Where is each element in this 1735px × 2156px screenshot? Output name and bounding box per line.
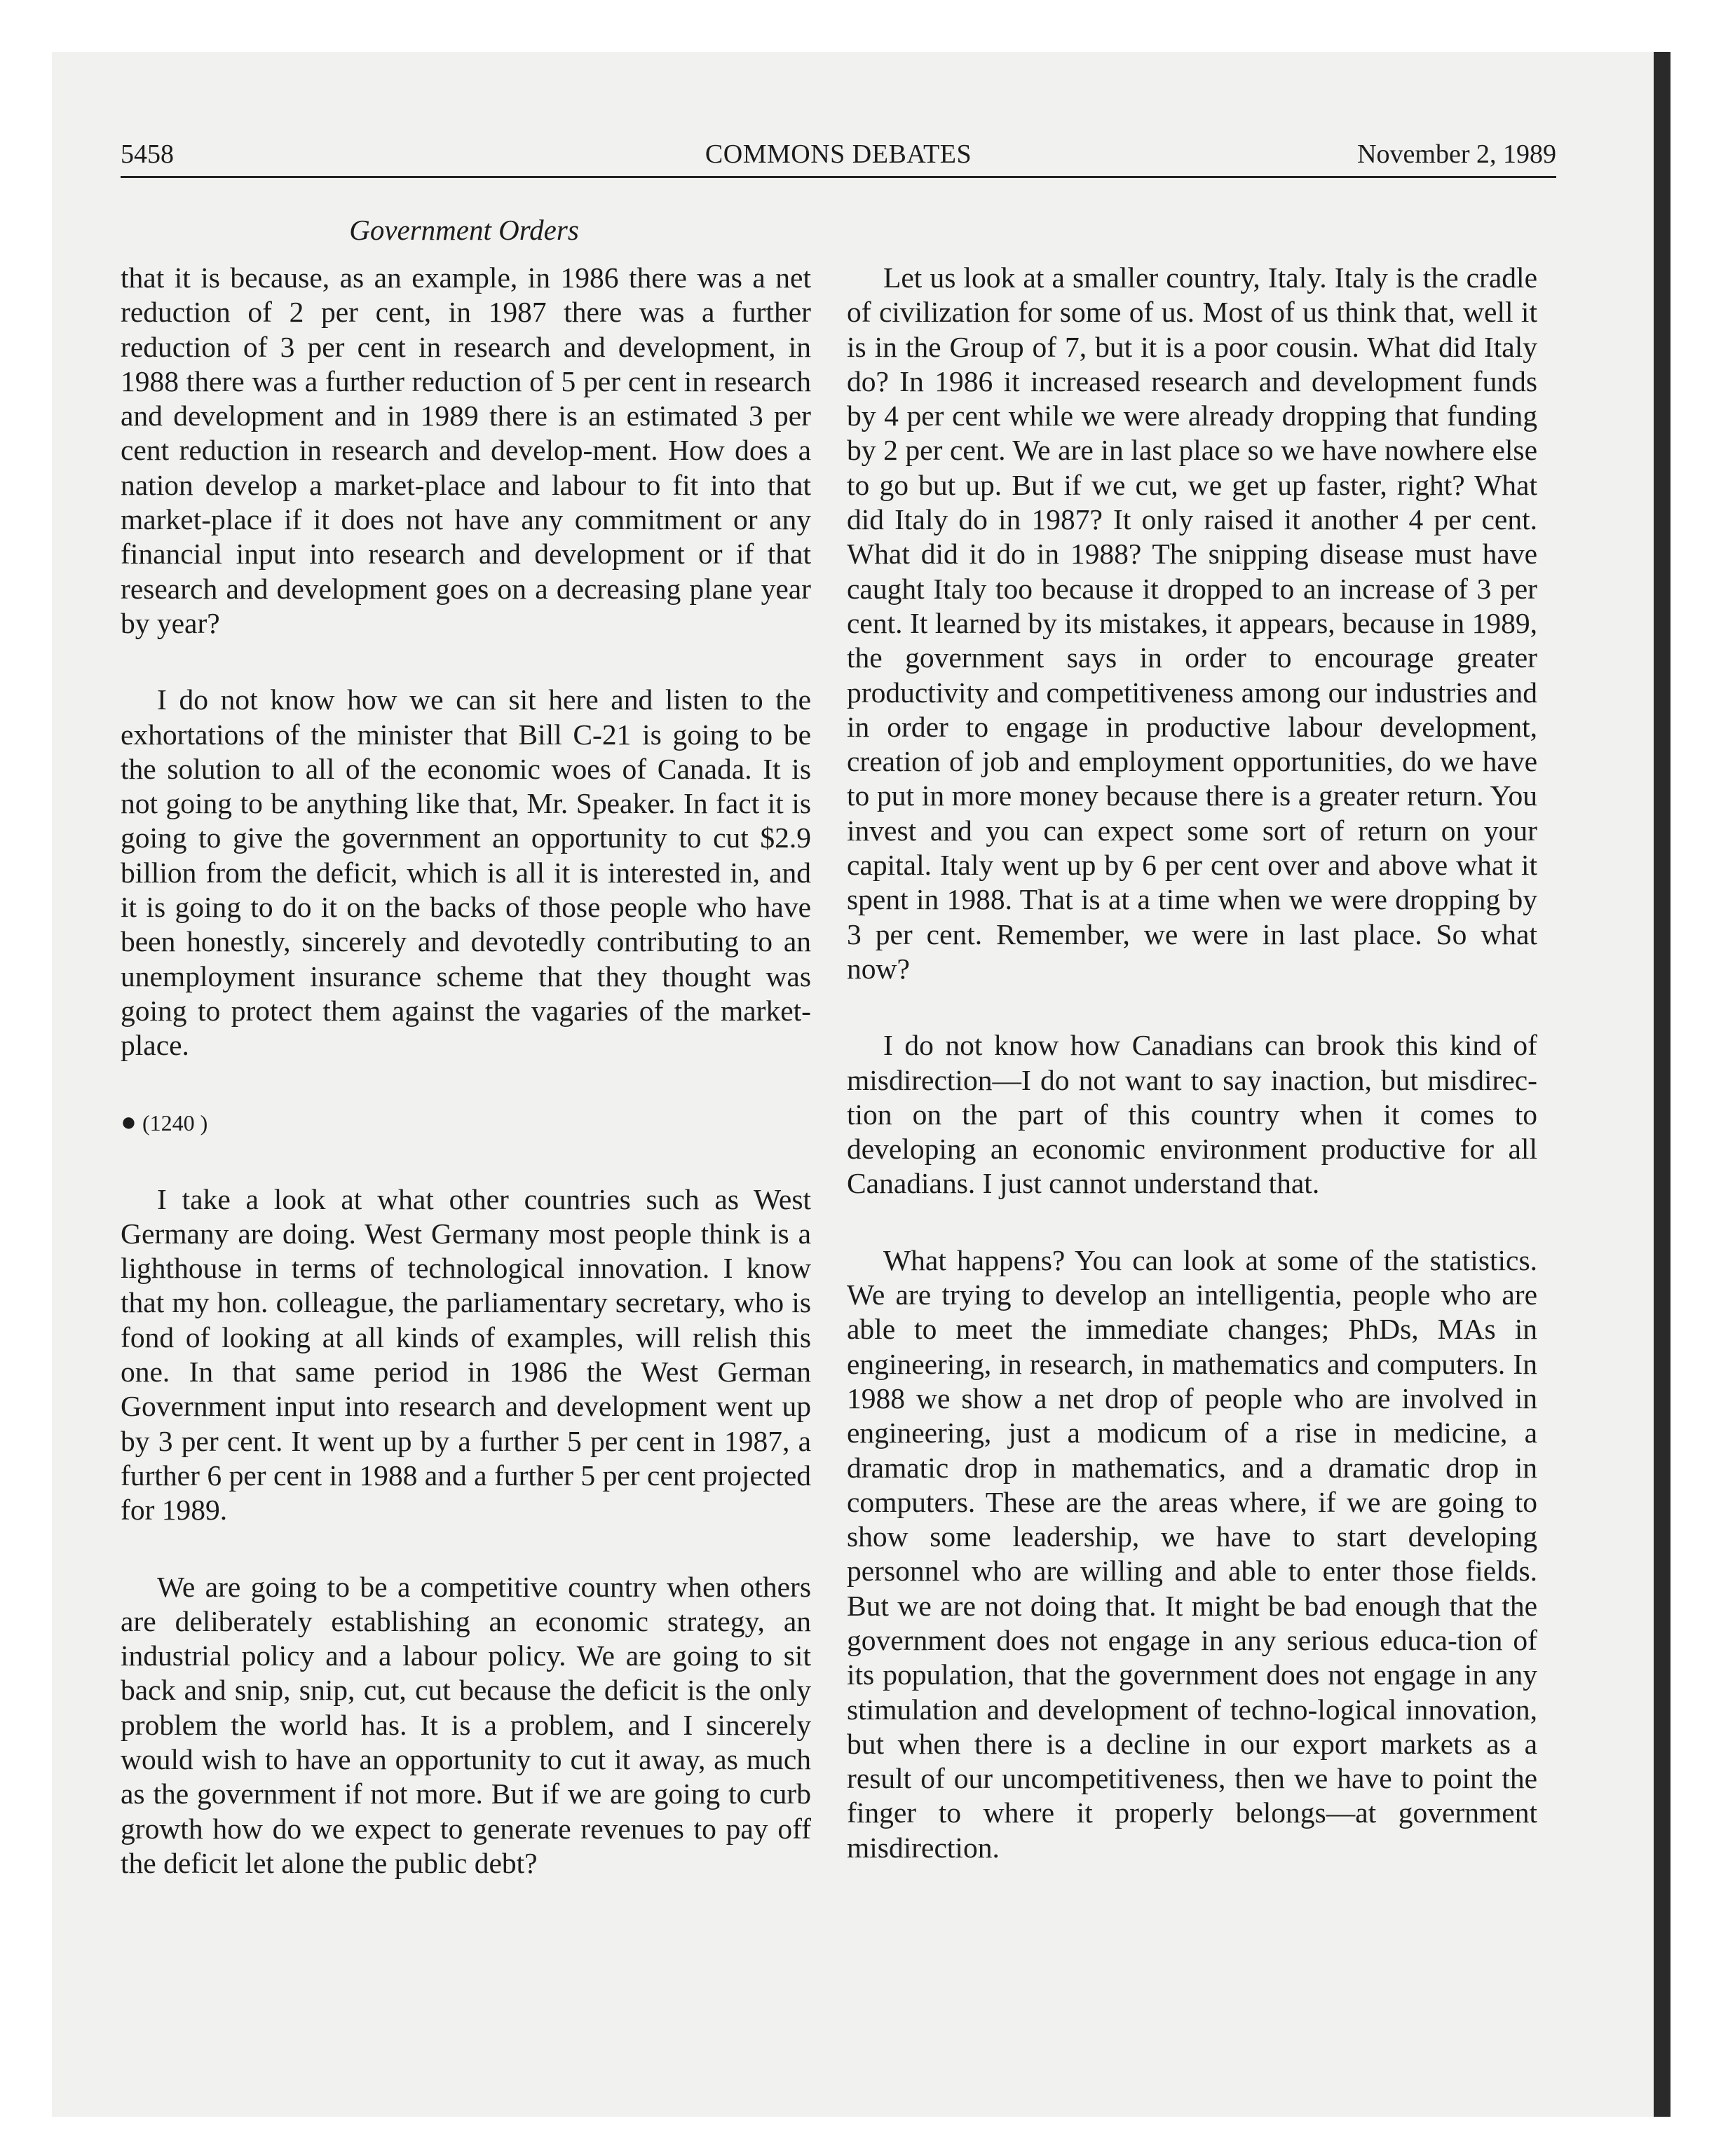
page-header	[121, 135, 1556, 174]
time-marker-text: (1240 )	[142, 1110, 208, 1135]
paragraph: that it is because, as an example, in 1986 there was a net reduction of 2 per cent, in 1987 there was a further reduction of 3 per cent in research and development, in 1988 there was a further reduction of 5 per cent in research and development and in 1989 there is an estimated 3 per cent reduction in research and develop-ment. How does a nation develop a market-place and labour to fit into that market-place if it does not have any commitment or any financial input into research and development or if that research and development goes on a decreasing plane year by year?	[121, 261, 811, 639]
bullet-icon: ●	[121, 1107, 137, 1137]
paragraph: What happens? You can look at some of the statistics. We are trying to develop an intelligentia, people who are able to meet the immediate changes; PhDs, MAs in engineering, in research, in mathematics and computers. In 1988 we show a net drop of people who are involved in engineering, just a modicum of a rise in medicine, a dramatic drop in mathematics, and a dramatic drop in computers. These are the areas where, if we are going to show some leadership, we have to start developing personnel who are willing and able to enter those fields. But we are not doing that. It might be bad enough that the government does not engage in any serious educa-tion of its population, that the government does not engage in any stimulation and development of techno-logical innovation, but when there is a decline in our export markets as a result of our uncompetitiveness, then we have to point the finger to where it properly belongs—at government misdirection.	[847, 1243, 1537, 1864]
paragraph: We are going to be a competitive country when others are deliberately establishing an economic strategy, an industrial policy and a labour policy. We are going to sit back and snip, snip, cut, cut because the deficit is the only problem the world has. It is a problem, and I sincerely would wish to have an opportunity to cut it away, as much as the government if not more. But if we are going to curb growth how do we expect to generate revenues to pay off the deficit let alone the public debt?	[121, 1570, 811, 1879]
publication-date: November 2, 1989	[1357, 139, 1556, 169]
publication-title: COMMONS DEBATES	[705, 139, 972, 169]
paragraph: Let us look at a smaller country, Italy. Italy is the cradle of civilization for some of us. Most of us think that, well it is in the Group of 7, but it is a poor cousin. What did Italy do? In 1986 it increased research and development funds by 4 per cent while we were already dropping that funding by 2 per cent. We are in last place so we have nowhere else to go but up. But if we cut, we get up faster, right? What did Italy do in 1987? It only raised it another 4 per cent. What did it do in 1988? The snipping disease must have caught Italy too because it dropped to an increase of 3 per cent. It learned by its mistakes, it appears, because in 1989, the government says in order to encourage greater productivity and competitiveness among our industries and in order to engage in productive labour development, creation of job and employment opportunities, do we have to put in more money because there is a greater return. You invest and you can expect some sort of return on your capital. Italy went up by 6 per cent over and above what it spent in 1988. That is at a time when we were dropping by 3 per cent. Remember, we were in last place. So what now?	[847, 261, 1537, 985]
paragraph: I do not know how we can sit here and listen to the exhortations of the minister that Bill C-21 is going to be the solution to all of the economic woes of Canada. It is not going to be anything like that, Mr. Speaker. In fact it is going to give the government an opportunity to cut $2.9 billion from the deficit, which is all it is interested in, and it is going to do it on the backs of those people who have been honestly, sincerely and devotedly contributing to an unemployment insurance scheme that they thought was going to protect them against the vagaries of the market-place.	[121, 683, 811, 1062]
page-number: 5458	[121, 139, 174, 169]
paragraph: I do not know how Canadians can brook this kind of misdirection—I do not want to say inaction, but misdirec-tion on the part of this country when it comes to developing an economic environment productive for all Canadians. I just cannot understand that.	[847, 1029, 1537, 1200]
section-heading: Government Orders	[349, 214, 579, 246]
right-column	[847, 261, 1537, 1865]
paragraph: I take a look at what other countries such as West Germany are doing. West Germany most people think is a lighthouse in terms of technological innovation. I know that my hon. colleague, the parliamentary secretary, who is fond of looking at all kinds of examples, will relish this one. In that same period in 1986 the West German Government input into research and development went up by 3 per cent. It went up by a further 5 per cent in 1987, a further 6 per cent in 1988 and a further 5 per cent projected for 1989.	[121, 1182, 811, 1527]
header-rule	[121, 176, 1556, 178]
time-marker	[121, 1105, 811, 1140]
left-column	[121, 261, 811, 1881]
scan-edge-bar	[1654, 52, 1671, 2117]
